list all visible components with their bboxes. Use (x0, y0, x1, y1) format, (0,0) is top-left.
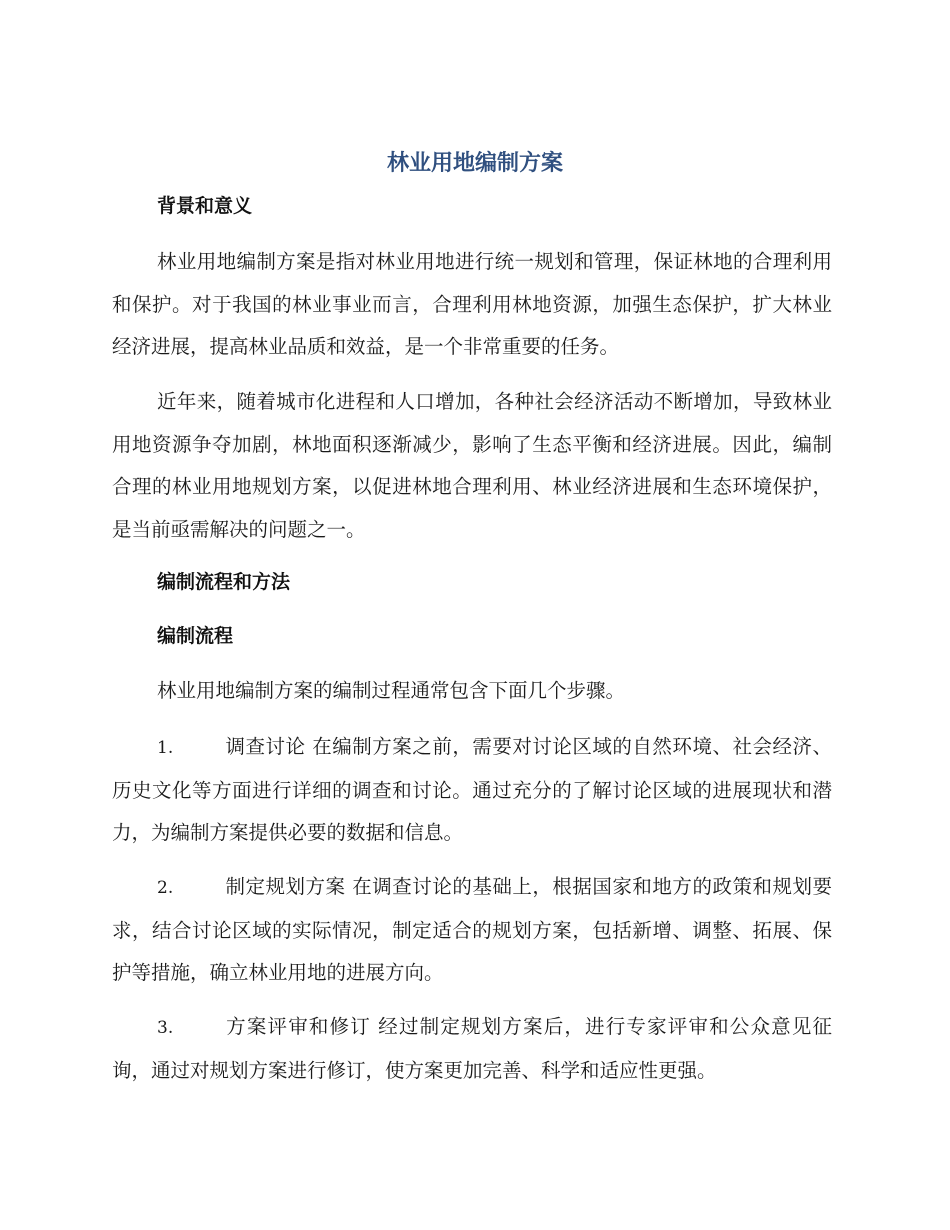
list-item-text: 制定规划方案 在调查讨论的基础上，根据国家和地方的政策和规划要求，结合讨论区域的实际情况，制定适合的规划方案，包括新增、调整、拓展、保护等措施，确立林业用地的进展方向。 (112, 875, 832, 984)
list-item-step-3 (112, 1006, 832, 1092)
list-item-step-1 (112, 726, 832, 855)
paragraph-background-2: 近年来，随着城市化进程和人口增加，各种社会经济活动不断增加，导致林业用地资源争夺加剧，林地面积逐渐减少，影响了生态平衡和经济进展。因此，编制合理的林业用地规划方案，以促进林地合理利用、林业经济进展和生态环境保护，是当前亟需解决的问题之一。 (112, 390, 832, 541)
section-heading-process: 编制流程 (157, 625, 234, 647)
list-item-number: 1. (157, 738, 174, 758)
list-item-text: 方案评审和修订 经过制定规划方案后，进行专家评审和公众意见征询，通过对规划方案进行修订，使方案更加完善、科学和适应性更强。 (112, 1015, 832, 1082)
list-item-number: 2. (157, 878, 174, 898)
paragraph-process-intro: 林业用地编制方案的编制过程通常包含下面几个步骤。 (157, 679, 626, 702)
document-title: 林业用地编制方案 (386, 151, 563, 176)
paragraph-background-1: 林业用地编制方案是指对林业用地进行统一规划和管理，保证林地的合理利用和保护。对于我国的林业事业而言，合理利用林地资源，加强生态保护，扩大林业经济进展，提高林业品质和效益，是一个非常重要的任务。 (112, 250, 832, 358)
list-item-step-2 (112, 866, 832, 995)
section-heading-process-method: 编制流程和方法 (157, 571, 291, 593)
section-heading-background: 背景和意义 (157, 195, 253, 217)
list-item-number: 3. (157, 1018, 174, 1038)
list-item-text: 调查讨论 在编制方案之前，需要对讨论区域的自然环境、社会经济、历史文化等方面进行详细的调查和讨论。通过充分的了解讨论区域的进展现状和潜力，为编制方案提供必要的数据和信息。 (112, 735, 832, 844)
